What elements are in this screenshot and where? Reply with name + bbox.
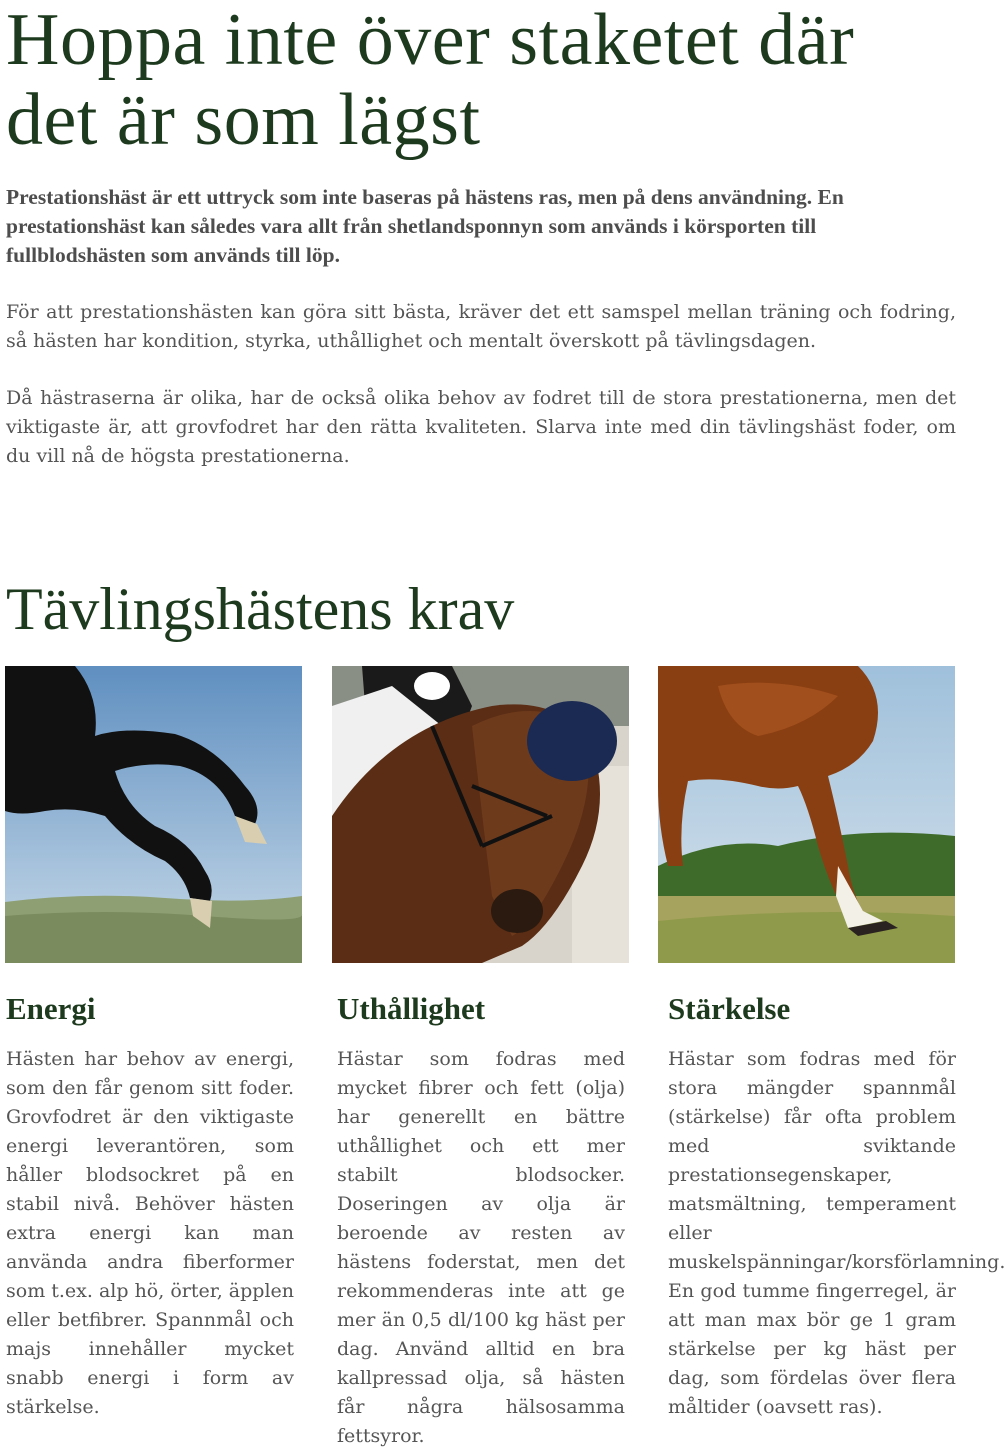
column-text-energi: Hästen har behov av energi, som den får genom sitt foder. Grovfodret är den viktigaste energi leverantören, som håller blodsockret på en stabil nivå. Behöver hästen extra energi kan man använda andra fiberformer som t.ex. alp hö, örter, äpplen eller betfibrer. Spannmål och majs innehåller mycket snabb energi i form av stärkelse. [6,1048,295,1418]
column-heading-energi: Energi [6,991,96,1026]
photo-jumping-horse [5,666,302,963]
section-title: Tävlingshästens krav [6,576,515,642]
column-heading-uthallighet: Uthållighet [337,991,486,1026]
page-title: Hoppa inte över staketet där det är som lägst [6,0,855,161]
lead-paragraph: Prestationshäst är ett uttryck som inte baseras på hästens ras, men på dens användning. En prestationshäst kan således vara allt från shetlandsponnyn som används i körsporten till fullblodshästen som används till löp. [6,185,844,267]
column-text-starkelse: Hästar som fodras med för stora mängder spannmål (stärkelse) får ofta problem med sviktande prestationsegenskaper, matsmältning, temperament eller muskelspänningar/korsförlamning. En god tumme fingerregel, är att man max bör ge 1 gram stärkelse per kg häst per dag, som fördelas över flera måltider (oavsett ras). [668,1048,1005,1418]
photo-chestnut-horse [658,666,955,963]
body-paragraph-2: Då hästraserna är olika, har de också olika behov av fodret till de stora prestationerna, men det viktigaste är, att grovfodret har den rätta kvaliteten. Slarva inte med din tävlingshäst foder, om du vill nå de högsta prestationerna. [6,387,956,467]
column-text-uthallighet: Hästar som fodras med mycket fibrer och fett (olja) har generellt en bättre uthållighet och ett mer stabilt blodsocker. Doseringen av olja är beroende av resten av hästens foderstat, men det rekommenderas inte att ge mer än 0,5 dl/100 kg häst per dag. Använd alltid en bra kallpressad olja, så hästen får några hälsosamma fettsyror. [337,1048,625,1447]
column-heading-starkelse: Stärkelse [668,991,791,1026]
photo-dressage-horse [332,666,629,963]
body-paragraph-1: För att prestationshästen kan göra sitt bästa, kräver det ett samspel mellan träning och fodring, så hästen har kondition, styrka, uthållighet och mentalt överskott på tävlingsdagen. [6,301,956,352]
